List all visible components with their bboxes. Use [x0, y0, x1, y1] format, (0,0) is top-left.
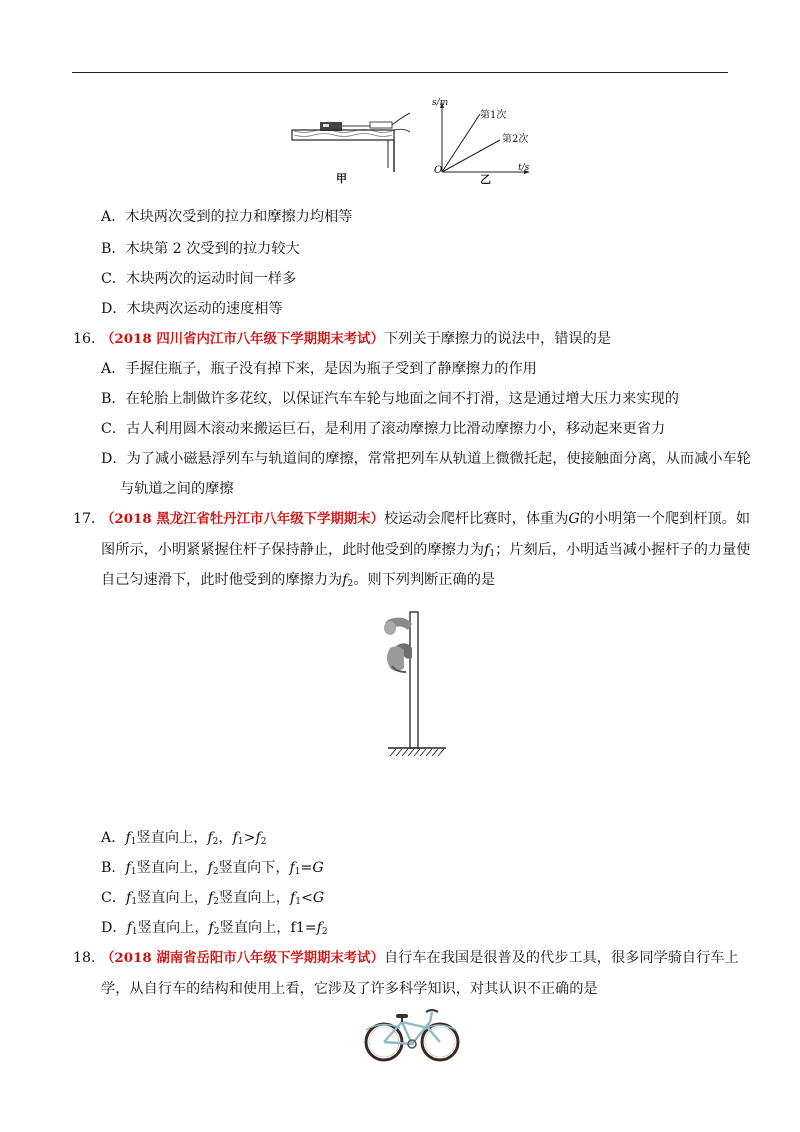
q17-stem-a: 校运动会爬杆比赛时，体重为	[383, 511, 569, 527]
graph-axis-y-label: s/m	[432, 98, 449, 108]
q17-option-c-letter: C．	[101, 890, 127, 906]
q17-number: 17．	[73, 511, 106, 527]
q17-stem-b: 的小明第一个爬到杆顶。如	[579, 511, 751, 527]
header-rule	[72, 72, 728, 73]
q15-option-d: D．木块两次运动的速度相等	[101, 301, 283, 317]
q17-option-a-rel: >	[243, 830, 256, 846]
q18-stem-line1	[101, 948, 739, 968]
q17-stem-line2	[101, 540, 750, 564]
sub-2: 2	[213, 927, 220, 937]
sub-2: 2	[321, 927, 328, 937]
q16-option-d-cont: 与轨道之间的摩擦	[120, 481, 234, 497]
q17-f1: f	[484, 542, 490, 558]
q17-option-b	[101, 858, 324, 882]
q16-stem: 下列关于摩擦力的说法中，错误的是	[383, 331, 611, 347]
f-symbol: f	[289, 860, 295, 876]
q17-option-b-mid2: 竖直向下，	[218, 860, 290, 876]
q16-option-c: C．古人利用圆木滚动来搬运巨石，是利用了滚动摩擦力比滑动摩擦力小，移动起来更省力	[101, 421, 666, 437]
f-symbol: f	[125, 830, 131, 846]
q17-option-d	[101, 918, 328, 942]
q18-source: （2018 湖南省岳阳市八年级下学期期末考试）	[101, 950, 384, 966]
f-symbol: f	[207, 830, 213, 846]
q17-stem-line1	[101, 509, 750, 529]
q17-line3-a: 自己匀速滑下，此时他受到的摩擦力为	[101, 572, 343, 588]
q17-option-d-mid: 竖直向上，	[137, 920, 209, 936]
q17-line2-a: 图所示，小明紧紧握住杆子保持静止，此时他受到的摩擦力为	[101, 542, 485, 558]
q17-f2-sub: 2	[347, 579, 354, 589]
q18-stem-line2: 学，从自行车的结构和使用上看，它涉及了许多科学知识，对其认识不正确的是	[101, 981, 598, 997]
q17-option-a: A．$f_1$竖直向上，$f_2$，$f_1>f_2$	[101, 830, 267, 847]
figure-label-jia: 甲	[336, 172, 347, 185]
sub-2: 2	[212, 867, 219, 877]
graph-axis-x-label: t/s	[518, 163, 530, 173]
q17-option-b-rel: =	[300, 860, 313, 876]
q16-option-a: A．手握住瓶子，瓶子没有掉下来，是因为瓶子受到了静摩擦力的作用	[101, 361, 537, 377]
q17-f1-sub: 1	[489, 549, 496, 559]
f-symbol: f	[255, 830, 261, 846]
q17-line2-b: ；片刻后，小明适当减小握杆子的力量使	[495, 542, 751, 558]
q17-option-d-mid2: 竖直向上，	[219, 920, 291, 936]
sub-1: 1	[130, 837, 137, 847]
q17-option-a-mid: 竖直向上，	[136, 830, 208, 846]
q17-f2: f	[342, 572, 348, 588]
sub-2: 2	[260, 837, 267, 847]
q17-line3-b: 。则下列判断正确的是	[353, 572, 496, 588]
sub-1: 1	[294, 867, 301, 877]
graph-line2-label: 第2次	[502, 134, 529, 145]
q17-G: G	[568, 511, 580, 527]
sub-1: 1	[131, 927, 138, 937]
q15-option-a: A．木块两次受到的拉力和摩擦力均相等	[101, 209, 353, 225]
q15-option-c: C．木块两次的运动时间一样多	[101, 271, 297, 287]
f-symbol: f	[208, 890, 214, 906]
sub-1: 1	[131, 897, 138, 907]
pole-climber-figure	[372, 608, 452, 768]
graph-origin-label: O	[434, 165, 443, 176]
graph-line1-label: 第1次	[480, 110, 507, 121]
sub-2: 2	[213, 897, 219, 907]
f-symbol: f	[126, 890, 132, 906]
figure-label-yi: 乙	[480, 173, 491, 186]
q17-option-a-letter: A．	[101, 830, 126, 846]
q17-option-d-rel: f1=	[290, 920, 317, 936]
q16-stem-line	[101, 329, 611, 349]
f-symbol: f	[125, 860, 131, 876]
f-symbol: f	[232, 830, 238, 846]
q18-number: 18．	[73, 950, 106, 966]
q17-option-d-letter: D．	[101, 920, 127, 936]
table-block-figure	[290, 100, 430, 180]
G-symbol: G	[312, 890, 325, 906]
q16-source: （2018 四川省内江市八年级下学期期末考试）	[101, 331, 384, 347]
G-symbol: G	[312, 860, 324, 876]
q17-source: （2018 黑龙江省牡丹江市八年级下学期期末）	[101, 511, 384, 527]
q16-option-d: D．为了减小磁悬浮列车与轨道间的摩擦，常常把列车从轨道上微微托起，使接触面分离，从而减小车轮	[101, 451, 751, 467]
sub-2: 2	[212, 837, 219, 847]
sub-1: 1	[130, 867, 137, 877]
q17-option-c	[101, 888, 324, 912]
f-symbol: f	[289, 890, 296, 906]
q17-stem-line3	[101, 570, 495, 594]
q16-number: 16．	[73, 331, 106, 347]
f-symbol: f	[126, 920, 132, 936]
q18-stem: 自行车在我国是很普及的代步工具，很多同学骑自行车上	[383, 950, 739, 966]
q17-option-c-rel: <	[300, 890, 313, 906]
q16-option-b: B．在轮胎上制做许多花纹，以保证汽车车轮与地面之间不打滑，这是通过增大压力来实现的	[101, 391, 679, 407]
f-symbol: f	[208, 920, 214, 936]
q15-option-b: B．木块第 2 次受到的拉力较大	[101, 241, 300, 257]
f-symbol: f	[316, 920, 322, 936]
sub-1: 1	[237, 837, 244, 847]
q17-option-b-letter: B．	[101, 860, 126, 876]
f-symbol: f	[207, 860, 213, 876]
sub-1: 1	[295, 897, 301, 907]
bicycle-figure	[362, 1000, 462, 1066]
q17-option-c-mid2: 竖直向上，	[219, 890, 290, 906]
q17-option-b-mid: 竖直向上，	[136, 860, 208, 876]
q17-option-c-mid: 竖直向上，	[137, 890, 208, 906]
